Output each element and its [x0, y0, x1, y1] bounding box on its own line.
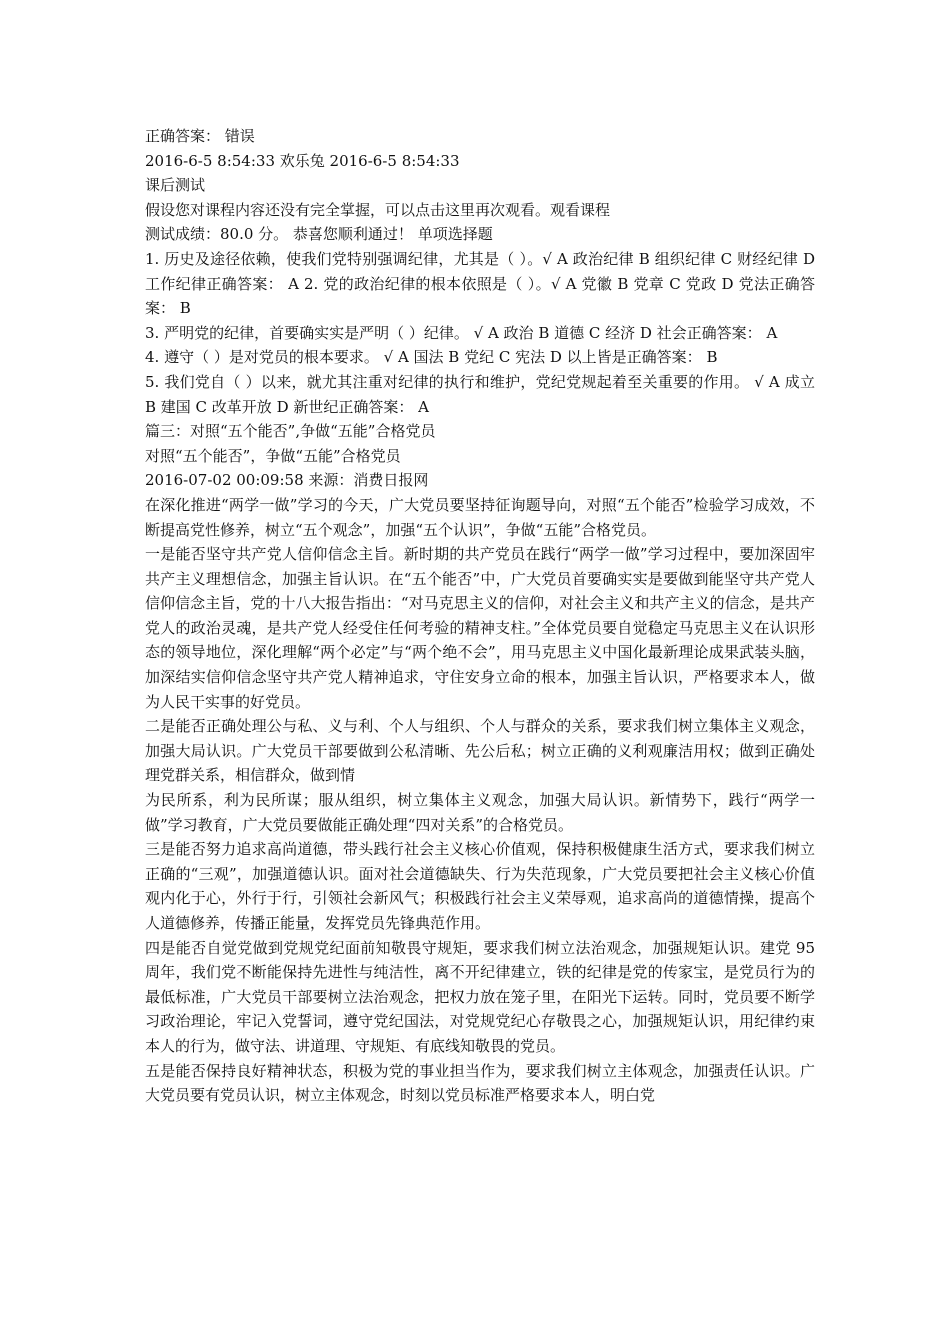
article-title: 对照“五个能否”，争做“五能”合格党员 — [145, 446, 401, 465]
article-point-3: 三是能否努力追求高尚道德，带头践行社会主义核心价值观，保持积极健康生活方式，要求我们树立正确的“三观”，加强道德认识。面对社会道德缺失、行为失范现象，广大党员要把社会主义核心价值观内化于心，外行于行，引领社会新风气；积极践行社会主义荣辱观，追求高尚的道德情操，提高个人道德修养，传播正能量，发挥党员先锋典范作用。 — [145, 840, 815, 932]
article-point-5: 五是能否保持良好精神状态，积极为党的事业担当作为，要求我们树立主体观念，加强责任认识。广大党员要有党员认识，树立主体观念，时刻以党员标准严格要求本人，明白党 — [145, 1061, 815, 1105]
article-intro: 在深化推进“两学一做”学习的今天，广大党员要坚持征询题导向，对照“五个能否”检验学习成效，不断提高党性修养，树立“五个观念”，加强“五个认识”，争做“五能”合格党员。 — [145, 495, 815, 539]
question-5: 5. 我们党自（ ）以来，就尤其注重对纪律的执行和维护，党纪党规起着至关重要的作用。 √ A 成立 B 建国 C 改革开放 D 新世纪正确答案： A — [145, 372, 815, 416]
course-note: 假设您对课程内容还没有完全掌握，可以点击这里再次观看。观看课程 — [145, 200, 611, 219]
section-heading: 课后测试 — [145, 176, 206, 195]
article-point-2-continued: 为民所系，利为民所谋；服从组织，树立集体主义观念，加强大局认识。新情势下，践行“两学一做”学习教育，广大党员要做能正确处理“四对关系”的合格党员。 — [145, 791, 815, 834]
timestamp-line: 2016-6-5 8:54:33 欢乐兔 2016-6-5 8:54:33 — [145, 151, 460, 170]
test-score: 测试成绩：80.0 分。 恭喜您顺利通过！ 单项选择题 — [145, 225, 493, 244]
article-point-1: 一是能否坚守共产党人信仰信念主旨。新时期的共产党员在践行“两学一做”学习过程中，要加深固牢共产主义理想信念，加强主旨认识。在“五个能否”中，广大党员首要确实实是要做到能坚守共产党人信仰信念主旨，党的十八大报告指出：“对马克思主义的信仰，对社会主义和共产主义的信念，是共产党人的政治灵魂，是共产党人经受住任何考验的精神支柱。”全体党员要自觉稳定马克思主义在认识形态的领导地位，深化理解“两个必定”与“两个绝不会”，用马克思主义中国化最新理论成果武装头脑，加深结实信仰信念坚守共产党人精神追求，守住安身立命的根本，加强主旨认识，严格要求本人，做为人民干实事的好党员。 — [145, 545, 815, 711]
question-4: 4. 遵守（ ）是对党员的根本要求。 √ A 国法 B 党纪 C 宪法 D 以上皆是正确答案： B — [145, 348, 718, 367]
article-heading: 篇三：对照“五个能否”,争做“五能”合格党员 — [145, 422, 436, 441]
article-point-4: 四是能否自觉党做到党规党纪面前知敬畏守规矩，要求我们树立法治观念，加强规矩认识。建党 95 周年，我们党不断能保持先进性与纯洁性，离不开纪律建立，铁的纪律是党的传家宝，是党员行为的最低标准，广大党员干部要树立法治观念，把权力放在笼子里，在阳光下运转。同时，党员要不断学习政治理论，牢记入党誓词，遵守党纪国法，对党规党纪心存敬畏之心，加强规矩认识，用纪律约束本人的行为，做守法、讲道理、守规矩、有底线知敬畏的党员。 — [145, 938, 815, 1055]
article-source: 2016-07-02 00:09:58 来源：消费日报网 — [145, 471, 429, 490]
article-point-2: 二是能否正确处理公与私、义与利、个人与组织、个人与群众的关系，要求我们树立集体主义观念，加强大局认识。广大党员干部要做到公私清晰、先公后私；树立正确的义利观廉洁用权；做到正确处理党群关系，相信群众，做到情 — [145, 717, 815, 785]
question-3: 3. 严明党的纪律，首要确实实是严明（ ）纪律。 √ A 政治 B 道德 C 经济 D 社会正确答案： A — [145, 323, 778, 342]
question-1-2: 1. 历史及途径依赖，使我们党特别强调纪律，尤其是（ ）。√ A 政治纪律 B 组织纪律 C 财经纪律 D 工作纪律正确答案： A 2. 党的政治纪律的根本依照是（ ）。√ A 党徽 B 党章 C 党政 D 党法正确答案： B — [145, 249, 815, 318]
answer-line: 正确答案： 错误 — [145, 127, 255, 145]
document-body — [145, 124, 815, 1108]
